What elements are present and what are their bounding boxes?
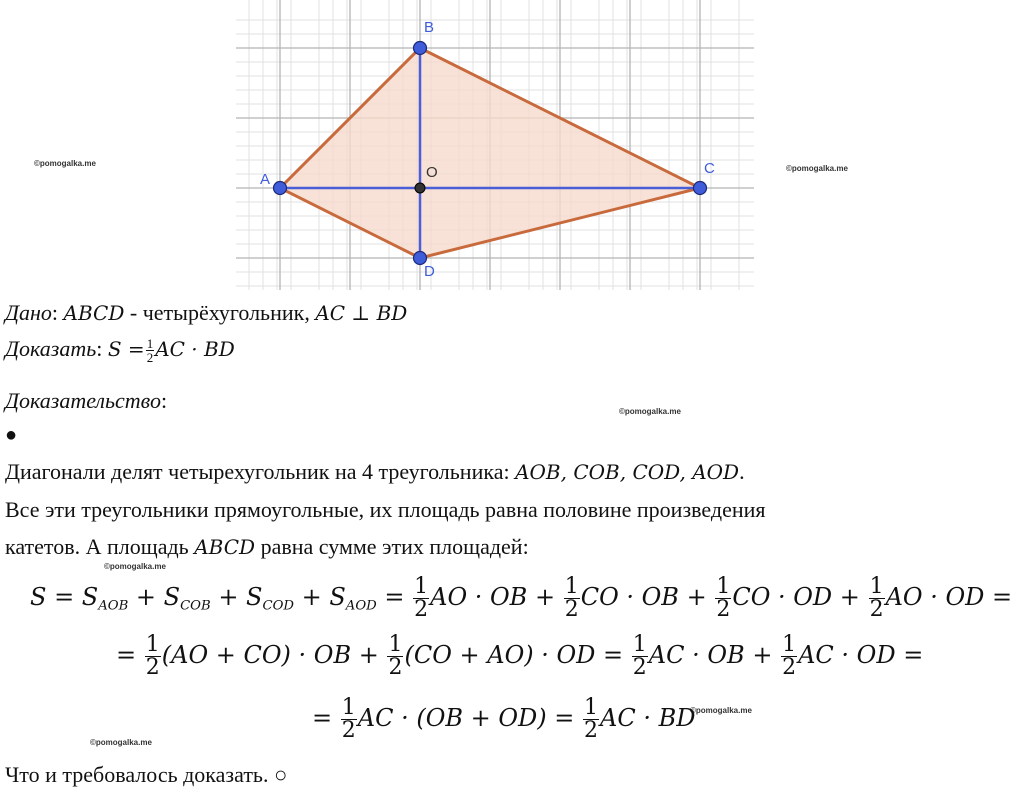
fraction-numerator: 1 [564, 574, 579, 599]
fraction-denominator: 2 [869, 597, 884, 622]
watermark: ©pomogalka.me [90, 738, 152, 747]
watermark: ©pomogalka.me [104, 562, 166, 571]
prove-lhs: S = [107, 337, 145, 361]
paragraph-text: равна сумме этих площадей: [255, 534, 529, 559]
eq-term: AC · OB + [648, 641, 773, 669]
fraction-numerator: 1 [145, 632, 160, 657]
paragraph-diagonals [5, 459, 745, 485]
eq-subscript: COB [180, 598, 211, 614]
given-label: Дано [5, 300, 52, 325]
paragraph-text: катетов. А площадь [5, 534, 195, 559]
proof-heading [5, 388, 167, 414]
fraction-denominator: 2 [782, 655, 797, 680]
fraction-denominator: 2 [145, 655, 160, 680]
fraction-denominator: 2 [414, 597, 429, 622]
half-fraction [715, 576, 731, 621]
fraction-numerator: 1 [869, 574, 884, 599]
fraction-numerator: 1 [782, 632, 797, 657]
prove-fraction [146, 337, 155, 364]
fraction-numerator: 1 [584, 695, 599, 720]
given-text: - четырёхугольник, [124, 300, 316, 325]
proof-label: Доказательство [5, 388, 161, 413]
watermark: ©pomogalka.me [619, 407, 681, 416]
label-o: O [426, 164, 438, 181]
fraction-denominator: 2 [388, 655, 403, 680]
eq-term: S = S [30, 583, 99, 611]
eq-term: CO · OB + [580, 583, 707, 611]
conclusion-line [5, 762, 287, 788]
paragraph-quad: ABCD [194, 535, 256, 559]
fraction-numerator: 1 [341, 695, 356, 720]
half-fraction [387, 634, 403, 679]
half-fraction [564, 576, 580, 621]
paragraph-right-triangles-line1: Все эти треугольники прямоугольные, их площадь равна половине произведения [5, 497, 766, 522]
qed-mark: ○ [273, 762, 288, 787]
prove-colon: : [96, 336, 103, 361]
watermark: ©pomogalka.me [786, 164, 848, 173]
eq-term: + S [293, 583, 346, 611]
paragraph-right-triangles-line2 [5, 534, 529, 560]
point-a [274, 182, 287, 195]
label-d: D [424, 263, 435, 280]
equation-line-3 [312, 697, 696, 742]
given-quad: ABCD [63, 301, 125, 325]
eq-term: + S [128, 583, 181, 611]
conclusion-text: Что и требовалось доказать. [5, 762, 269, 787]
equation-line-2 [116, 634, 923, 679]
fraction-denominator: 2 [632, 655, 647, 680]
fraction-denominator: 2 [564, 597, 579, 622]
half-fraction [632, 634, 648, 679]
fraction-numerator: 1 [146, 336, 154, 352]
prove-line [5, 336, 235, 364]
prove-label: Доказать [5, 336, 97, 361]
point-o [415, 183, 425, 193]
fraction-numerator: 1 [414, 574, 429, 599]
equation-line-1 [30, 576, 1012, 621]
fraction-denominator: 2 [716, 597, 731, 622]
eq-term: = [376, 583, 405, 611]
fraction-denominator: 2 [584, 718, 599, 743]
eq-term: = [116, 641, 137, 669]
given-condition: AC ⊥ BD [315, 301, 408, 325]
label-b: B [424, 19, 435, 36]
watermark: ©pomogalka.me [34, 159, 96, 168]
fraction-numerator: 1 [716, 574, 731, 599]
eq-subscript: AOD [345, 598, 377, 614]
half-fraction [583, 697, 599, 742]
eq-term: (CO + AO) · OD = [404, 641, 624, 669]
fraction-numerator: 1 [388, 632, 403, 657]
label-a: A [260, 171, 271, 188]
paragraph-period: . [739, 459, 745, 484]
bullet: ● [5, 424, 18, 446]
eq-subscript: AOB [98, 598, 129, 614]
prove-rhs: AC · BD [155, 337, 235, 361]
fraction-denominator: 2 [146, 350, 154, 366]
half-fraction [341, 697, 357, 742]
given-colon: : [51, 300, 59, 325]
given-line [5, 300, 407, 326]
eq-term: AC · BD [600, 704, 696, 732]
half-fraction [145, 634, 161, 679]
label-c: C [704, 160, 715, 177]
fraction-numerator: 1 [632, 632, 647, 657]
watermark: ©pomogalka.me [690, 706, 752, 715]
triangle-list: AOB, COB, COD, AOD [515, 460, 740, 484]
quadrilateral-figure [236, 0, 754, 290]
eq-term: (AO + CO) · OB + [161, 641, 379, 669]
eq-term: AO · OB + [430, 583, 556, 611]
paragraph-text: Диагонали делят четырехугольник на 4 треугольника: [5, 459, 516, 484]
half-fraction [869, 576, 885, 621]
half-fraction [413, 576, 429, 621]
eq-term: = [312, 704, 333, 732]
eq-subscript: COD [262, 598, 294, 614]
fraction-denominator: 2 [341, 718, 356, 743]
eq-term: AC · OD = [798, 641, 924, 669]
half-fraction [781, 634, 797, 679]
point-c [694, 182, 707, 195]
proof-colon: : [160, 388, 168, 413]
eq-term: + S [210, 583, 263, 611]
eq-term: AO · OD = [885, 583, 1012, 611]
point-b [414, 42, 427, 55]
eq-term: AC · (OB + OD) = [357, 704, 575, 732]
eq-term: CO · OD + [732, 583, 860, 611]
